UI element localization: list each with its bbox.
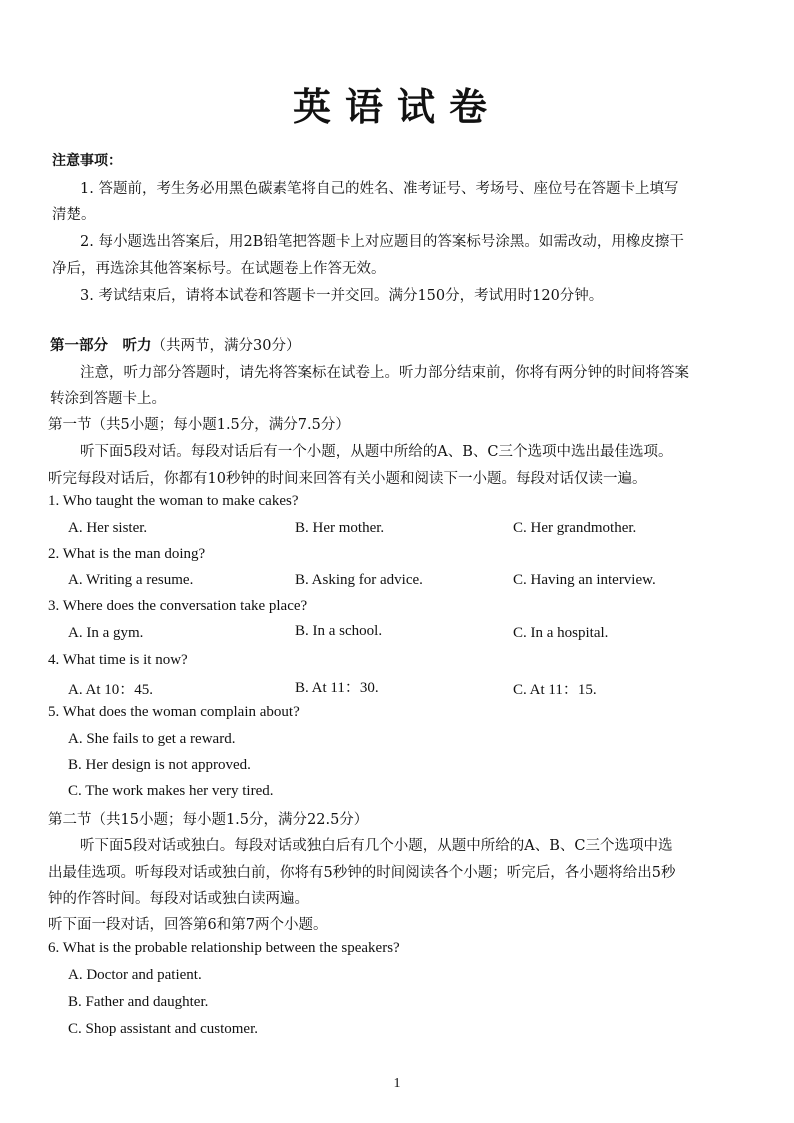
section2-intro-line-3: 钟的作答时间。每段对话或独白读两遍。 xyxy=(48,891,309,907)
question-1-option-a: A. Her sister. xyxy=(68,520,148,536)
page-title: 英语试卷 xyxy=(292,84,501,129)
question-6-stem: 6. What is the probable relationship between the speakers? xyxy=(48,940,400,956)
question-1-option-c: C. Her grandmother. xyxy=(513,520,637,536)
section2-intro-line-2: 出最佳选项。听每段对话或独白前，你将有5秒钟的时间阅读各个小题；听完后，各小题将给出5秒 xyxy=(48,865,676,881)
section2-intro-line-1: 听下面5段对话或独白。每段对话或独白后有几个小题，从题中所给的A、B、C三个选项中选 xyxy=(80,838,673,854)
page-number: 1 xyxy=(393,1076,401,1091)
notice-heading: 注意事项： xyxy=(52,153,122,169)
question-5-stem: 5. What does the woman complain about? xyxy=(48,704,300,720)
question-6-option-c: C. Shop assistant and customer. xyxy=(68,1021,258,1037)
question-5-option-a: A. She fails to get a reward. xyxy=(68,731,236,747)
question-2-stem: 2. What is the man doing? xyxy=(48,546,206,562)
section2-instruction: 听下面一段对话，回答第6和第7两个小题。 xyxy=(48,917,328,933)
question-5-option-c: C. The work makes her very tired. xyxy=(68,783,274,799)
question-3-option-c: C. In a hospital. xyxy=(513,625,609,641)
notice-item-2-line-1: 2. 每小题选出答案后，用2B铅笔把答题卡上对应题目的答案标号涂黑。如需改动，用橡皮擦干 xyxy=(80,234,684,250)
section1-heading: 第一节（共5小题；每小题1.5分，满分7.5分） xyxy=(48,417,350,433)
question-3-option-b: B. In a school. xyxy=(295,623,383,639)
question-3-option-a: A. In a gym. xyxy=(68,625,144,641)
question-1-option-b: B. Her mother. xyxy=(295,520,385,536)
section1-intro-line-1: 听下面5段对话。每段对话后有一个小题，从题中所给的A、B、C三个选项中选出最佳选项。 xyxy=(80,444,673,460)
question-2-option-b: B. Asking for advice. xyxy=(295,572,423,588)
part1-heading-bold: 第一部分 听力 xyxy=(50,337,152,354)
question-4-option-b: B. At 11：30. xyxy=(295,680,379,696)
question-2-option-c: C. Having an interview. xyxy=(513,572,656,588)
question-4-option-c: C. At 11：15. xyxy=(513,682,597,698)
question-6-option-a: A. Doctor and patient. xyxy=(68,967,202,983)
question-4-option-a: A. At 10：45. xyxy=(68,682,154,698)
notice-item-3: 3. 考试结束后，请将本试卷和答题卡一并交回。满分150分，考试用时120分钟。 xyxy=(80,288,604,304)
question-1-stem: 1. Who taught the woman to make cakes? xyxy=(48,493,299,509)
notice-item-1-line-1: 1. 答题前，考生务必用黑色碳素笔将自己的姓名、准考证号、考场号、座位号在答题卡上填写 xyxy=(80,181,679,197)
part1-intro-line-1: 注意，听力部分答题时，请先将答案标在试卷上。听力部分结束前，你将有两分钟的时间将答案 xyxy=(80,365,689,381)
part1-heading xyxy=(50,334,300,355)
part1-heading-rest: （共两节，满分30分） xyxy=(151,338,301,354)
part1-intro-line-2: 转涂到答题卡上。 xyxy=(50,391,166,407)
question-3-stem: 3. Where does the conversation take place? xyxy=(48,598,308,614)
section1-intro-line-2: 听完每段对话后，你都有10秒钟的时间来回答有关小题和阅读下一小题。每段对话仅读一遍。 xyxy=(48,471,647,487)
question-2-option-a: A. Writing a resume. xyxy=(68,572,194,588)
question-5-option-b: B. Her design is not approved. xyxy=(68,757,251,773)
notice-item-2-line-2: 净后，再选涂其他答案标号。在试题卷上作答无效。 xyxy=(52,261,386,277)
notice-item-1-line-2: 清楚。 xyxy=(52,207,96,223)
section2-heading: 第二节（共15小题；每小题1.5分，满分22.5分） xyxy=(48,812,369,828)
question-6-option-b: B. Father and daughter. xyxy=(68,994,209,1010)
question-4-stem: 4. What time is it now? xyxy=(48,652,188,668)
